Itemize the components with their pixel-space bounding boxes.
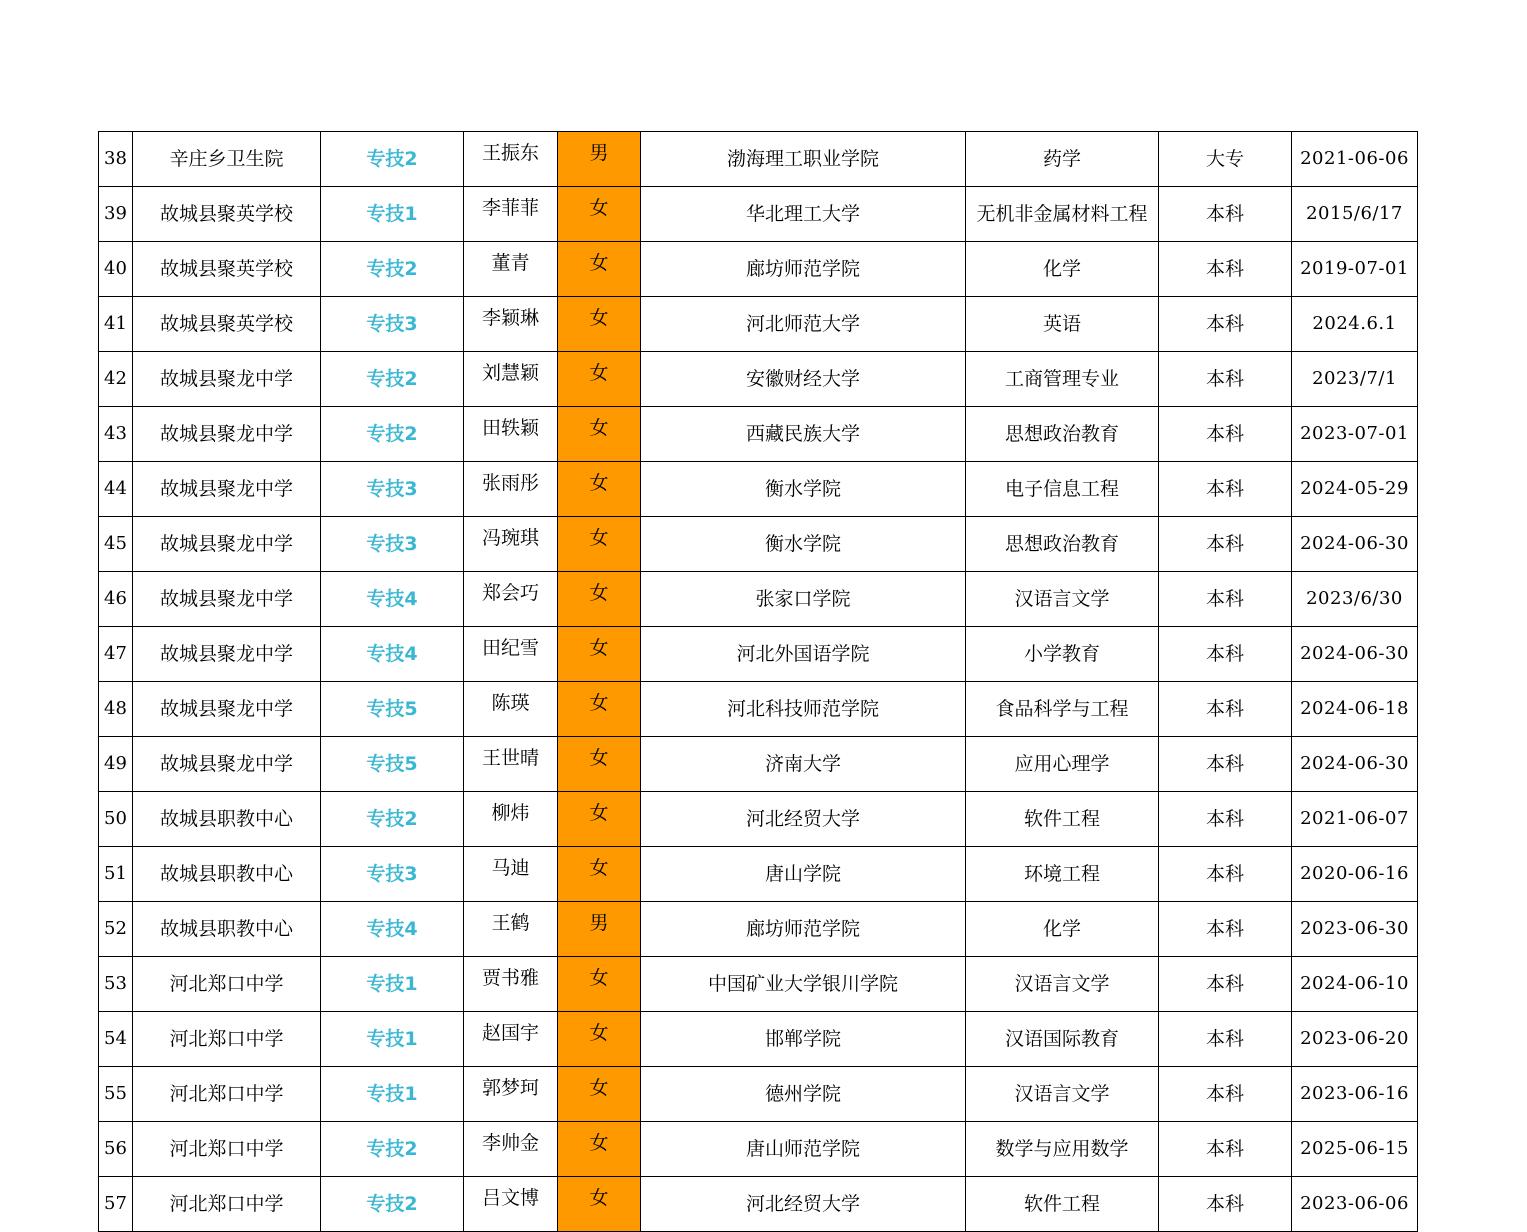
gender-cell: 女 bbox=[558, 1177, 641, 1232]
education-cell: 本科 bbox=[1159, 462, 1292, 517]
school-cell: 渤海理工职业学院 bbox=[641, 132, 966, 187]
unit-cell: 河北郑口中学 bbox=[133, 1067, 321, 1122]
post-code-cell: 专技2 bbox=[321, 242, 464, 297]
gender-cell: 女 bbox=[558, 1012, 641, 1067]
school-cell: 唐山师范学院 bbox=[641, 1122, 966, 1177]
school-cell: 河北师范大学 bbox=[641, 297, 966, 352]
graduation-date-cell: 2021-06-06 bbox=[1292, 132, 1418, 187]
major-cell: 英语 bbox=[966, 297, 1159, 352]
school-cell: 张家口学院 bbox=[641, 572, 966, 627]
major-cell: 无机非金属材料工程 bbox=[966, 187, 1159, 242]
gender-cell: 女 bbox=[558, 407, 641, 462]
school-cell: 廊坊师范学院 bbox=[641, 242, 966, 297]
gender-cell: 女 bbox=[558, 242, 641, 297]
graduation-date-cell: 2023/7/1 bbox=[1292, 352, 1418, 407]
graduation-date-cell: 2024-06-30 bbox=[1292, 737, 1418, 792]
major-cell: 工商管理专业 bbox=[966, 352, 1159, 407]
gender-cell: 女 bbox=[558, 737, 641, 792]
education-cell: 本科 bbox=[1159, 187, 1292, 242]
gender-cell: 女 bbox=[558, 572, 641, 627]
school-cell: 河北经贸大学 bbox=[641, 792, 966, 847]
table-row bbox=[99, 572, 1418, 627]
gender-cell: 女 bbox=[558, 1122, 641, 1177]
gender-cell: 女 bbox=[558, 187, 641, 242]
table-row bbox=[99, 297, 1418, 352]
graduation-date-cell: 2023-06-06 bbox=[1292, 1177, 1418, 1232]
unit-cell: 故城县聚龙中学 bbox=[133, 572, 321, 627]
unit-cell: 河北郑口中学 bbox=[133, 1122, 321, 1177]
major-cell: 思想政治教育 bbox=[966, 517, 1159, 572]
major-cell: 应用心理学 bbox=[966, 737, 1159, 792]
major-cell: 软件工程 bbox=[966, 792, 1159, 847]
person-name-cell: 李帅金 bbox=[464, 1122, 558, 1177]
graduation-date-cell: 2023-07-01 bbox=[1292, 407, 1418, 462]
unit-cell: 故城县聚英学校 bbox=[133, 187, 321, 242]
major-cell: 汉语言文学 bbox=[966, 572, 1159, 627]
education-cell: 本科 bbox=[1159, 682, 1292, 737]
post-code-cell: 专技2 bbox=[321, 407, 464, 462]
personnel-table bbox=[98, 131, 1418, 1232]
post-code-cell: 专技2 bbox=[321, 132, 464, 187]
post-code-cell: 专技3 bbox=[321, 517, 464, 572]
education-cell: 本科 bbox=[1159, 1067, 1292, 1122]
education-cell: 本科 bbox=[1159, 1012, 1292, 1067]
row-number-cell: 40 bbox=[99, 242, 133, 297]
person-name-cell: 柳炜 bbox=[464, 792, 558, 847]
row-number-cell: 39 bbox=[99, 187, 133, 242]
unit-cell: 故城县聚英学校 bbox=[133, 297, 321, 352]
graduation-date-cell: 2024-06-30 bbox=[1292, 517, 1418, 572]
school-cell: 河北科技师范学院 bbox=[641, 682, 966, 737]
graduation-date-cell: 2024-05-29 bbox=[1292, 462, 1418, 517]
graduation-date-cell: 2024-06-30 bbox=[1292, 627, 1418, 682]
post-code-cell: 专技5 bbox=[321, 682, 464, 737]
major-cell: 思想政治教育 bbox=[966, 407, 1159, 462]
gender-cell: 女 bbox=[558, 462, 641, 517]
post-code-cell: 专技1 bbox=[321, 1067, 464, 1122]
school-cell: 中国矿业大学银川学院 bbox=[641, 957, 966, 1012]
table-row bbox=[99, 902, 1418, 957]
row-number-cell: 48 bbox=[99, 682, 133, 737]
row-number-cell: 38 bbox=[99, 132, 133, 187]
row-number-cell: 57 bbox=[99, 1177, 133, 1232]
graduation-date-cell: 2019-07-01 bbox=[1292, 242, 1418, 297]
row-number-cell: 44 bbox=[99, 462, 133, 517]
gender-cell: 女 bbox=[558, 352, 641, 407]
post-code-cell: 专技2 bbox=[321, 1122, 464, 1177]
education-cell: 本科 bbox=[1159, 902, 1292, 957]
row-number-cell: 50 bbox=[99, 792, 133, 847]
unit-cell: 故城县聚龙中学 bbox=[133, 737, 321, 792]
unit-cell: 辛庄乡卫生院 bbox=[133, 132, 321, 187]
education-cell: 本科 bbox=[1159, 737, 1292, 792]
post-code-cell: 专技3 bbox=[321, 847, 464, 902]
post-code-cell: 专技4 bbox=[321, 902, 464, 957]
school-cell: 西藏民族大学 bbox=[641, 407, 966, 462]
gender-cell: 男 bbox=[558, 132, 641, 187]
table-row bbox=[99, 187, 1418, 242]
row-number-cell: 51 bbox=[99, 847, 133, 902]
unit-cell: 故城县职教中心 bbox=[133, 847, 321, 902]
gender-cell: 女 bbox=[558, 792, 641, 847]
table-row bbox=[99, 627, 1418, 682]
row-number-cell: 42 bbox=[99, 352, 133, 407]
table-body bbox=[99, 132, 1418, 1232]
unit-cell: 故城县职教中心 bbox=[133, 792, 321, 847]
graduation-date-cell: 2023-06-20 bbox=[1292, 1012, 1418, 1067]
major-cell: 汉语言文学 bbox=[966, 957, 1159, 1012]
person-name-cell: 王鹤 bbox=[464, 902, 558, 957]
table-row bbox=[99, 847, 1418, 902]
row-number-cell: 41 bbox=[99, 297, 133, 352]
post-code-cell: 专技2 bbox=[321, 352, 464, 407]
education-cell: 本科 bbox=[1159, 792, 1292, 847]
school-cell: 衡水学院 bbox=[641, 462, 966, 517]
major-cell: 药学 bbox=[966, 132, 1159, 187]
unit-cell: 故城县职教中心 bbox=[133, 902, 321, 957]
row-number-cell: 45 bbox=[99, 517, 133, 572]
school-cell: 济南大学 bbox=[641, 737, 966, 792]
school-cell: 河北经贸大学 bbox=[641, 1177, 966, 1232]
table-row bbox=[99, 407, 1418, 462]
major-cell: 汉语国际教育 bbox=[966, 1012, 1159, 1067]
post-code-cell: 专技3 bbox=[321, 462, 464, 517]
post-code-cell: 专技4 bbox=[321, 627, 464, 682]
graduation-date-cell: 2015/6/17 bbox=[1292, 187, 1418, 242]
table-row bbox=[99, 792, 1418, 847]
unit-cell: 故城县聚龙中学 bbox=[133, 627, 321, 682]
person-name-cell: 赵国宇 bbox=[464, 1012, 558, 1067]
person-name-cell: 田轶颖 bbox=[464, 407, 558, 462]
school-cell: 衡水学院 bbox=[641, 517, 966, 572]
major-cell: 数学与应用数学 bbox=[966, 1122, 1159, 1177]
major-cell: 电子信息工程 bbox=[966, 462, 1159, 517]
person-name-cell: 郑会巧 bbox=[464, 572, 558, 627]
graduation-date-cell: 2025-06-15 bbox=[1292, 1122, 1418, 1177]
table-row bbox=[99, 737, 1418, 792]
row-number-cell: 53 bbox=[99, 957, 133, 1012]
education-cell: 本科 bbox=[1159, 407, 1292, 462]
post-code-cell: 专技2 bbox=[321, 1177, 464, 1232]
person-name-cell: 王振东 bbox=[464, 132, 558, 187]
graduation-date-cell: 2020-06-16 bbox=[1292, 847, 1418, 902]
person-name-cell: 郭梦珂 bbox=[464, 1067, 558, 1122]
unit-cell: 河北郑口中学 bbox=[133, 957, 321, 1012]
post-code-cell: 专技4 bbox=[321, 572, 464, 627]
post-code-cell: 专技5 bbox=[321, 737, 464, 792]
row-number-cell: 46 bbox=[99, 572, 133, 627]
person-name-cell: 冯琬琪 bbox=[464, 517, 558, 572]
row-number-cell: 52 bbox=[99, 902, 133, 957]
table-row bbox=[99, 242, 1418, 297]
unit-cell: 河北郑口中学 bbox=[133, 1012, 321, 1067]
unit-cell: 故城县聚英学校 bbox=[133, 242, 321, 297]
education-cell: 本科 bbox=[1159, 517, 1292, 572]
post-code-cell: 专技1 bbox=[321, 957, 464, 1012]
education-cell: 大专 bbox=[1159, 132, 1292, 187]
gender-cell: 男 bbox=[558, 902, 641, 957]
education-cell: 本科 bbox=[1159, 297, 1292, 352]
person-name-cell: 马迪 bbox=[464, 847, 558, 902]
row-number-cell: 47 bbox=[99, 627, 133, 682]
table-row bbox=[99, 517, 1418, 572]
person-name-cell: 刘慧颖 bbox=[464, 352, 558, 407]
table-row bbox=[99, 1122, 1418, 1177]
school-cell: 德州学院 bbox=[641, 1067, 966, 1122]
unit-cell: 故城县聚龙中学 bbox=[133, 352, 321, 407]
person-name-cell: 李菲菲 bbox=[464, 187, 558, 242]
school-cell: 河北外国语学院 bbox=[641, 627, 966, 682]
post-code-cell: 专技2 bbox=[321, 792, 464, 847]
person-name-cell: 董青 bbox=[464, 242, 558, 297]
table-row bbox=[99, 957, 1418, 1012]
gender-cell: 女 bbox=[558, 517, 641, 572]
gender-cell: 女 bbox=[558, 957, 641, 1012]
major-cell: 食品科学与工程 bbox=[966, 682, 1159, 737]
unit-cell: 故城县聚龙中学 bbox=[133, 407, 321, 462]
table-row bbox=[99, 462, 1418, 517]
post-code-cell: 专技1 bbox=[321, 1012, 464, 1067]
row-number-cell: 54 bbox=[99, 1012, 133, 1067]
graduation-date-cell: 2024-06-18 bbox=[1292, 682, 1418, 737]
table-row bbox=[99, 1177, 1418, 1232]
major-cell: 化学 bbox=[966, 242, 1159, 297]
graduation-date-cell: 2024.6.1 bbox=[1292, 297, 1418, 352]
education-cell: 本科 bbox=[1159, 352, 1292, 407]
gender-cell: 女 bbox=[558, 627, 641, 682]
gender-cell: 女 bbox=[558, 297, 641, 352]
post-code-cell: 专技1 bbox=[321, 187, 464, 242]
table-row bbox=[99, 682, 1418, 737]
person-name-cell: 张雨彤 bbox=[464, 462, 558, 517]
row-number-cell: 49 bbox=[99, 737, 133, 792]
graduation-date-cell: 2024-06-10 bbox=[1292, 957, 1418, 1012]
education-cell: 本科 bbox=[1159, 957, 1292, 1012]
row-number-cell: 55 bbox=[99, 1067, 133, 1122]
table-row bbox=[99, 352, 1418, 407]
education-cell: 本科 bbox=[1159, 572, 1292, 627]
unit-cell: 故城县聚龙中学 bbox=[133, 462, 321, 517]
major-cell: 环境工程 bbox=[966, 847, 1159, 902]
table-row bbox=[99, 1012, 1418, 1067]
unit-cell: 河北郑口中学 bbox=[133, 1177, 321, 1232]
major-cell: 化学 bbox=[966, 902, 1159, 957]
education-cell: 本科 bbox=[1159, 1177, 1292, 1232]
person-name-cell: 陈瑛 bbox=[464, 682, 558, 737]
person-name-cell: 王世晴 bbox=[464, 737, 558, 792]
school-cell: 唐山学院 bbox=[641, 847, 966, 902]
education-cell: 本科 bbox=[1159, 242, 1292, 297]
unit-cell: 故城县聚龙中学 bbox=[133, 517, 321, 572]
person-name-cell: 李颖琳 bbox=[464, 297, 558, 352]
school-cell: 安徽财经大学 bbox=[641, 352, 966, 407]
major-cell: 软件工程 bbox=[966, 1177, 1159, 1232]
school-cell: 邯郸学院 bbox=[641, 1012, 966, 1067]
person-name-cell: 贾书雅 bbox=[464, 957, 558, 1012]
table-row bbox=[99, 132, 1418, 187]
person-name-cell: 田纪雪 bbox=[464, 627, 558, 682]
row-number-cell: 56 bbox=[99, 1122, 133, 1177]
gender-cell: 女 bbox=[558, 847, 641, 902]
row-number-cell: 43 bbox=[99, 407, 133, 462]
school-cell: 廊坊师范学院 bbox=[641, 902, 966, 957]
graduation-date-cell: 2023-06-30 bbox=[1292, 902, 1418, 957]
gender-cell: 女 bbox=[558, 1067, 641, 1122]
major-cell: 小学教育 bbox=[966, 627, 1159, 682]
education-cell: 本科 bbox=[1159, 1122, 1292, 1177]
table-row bbox=[99, 1067, 1418, 1122]
education-cell: 本科 bbox=[1159, 847, 1292, 902]
major-cell: 汉语言文学 bbox=[966, 1067, 1159, 1122]
post-code-cell: 专技3 bbox=[321, 297, 464, 352]
graduation-date-cell: 2023/6/30 bbox=[1292, 572, 1418, 627]
unit-cell: 故城县聚龙中学 bbox=[133, 682, 321, 737]
person-name-cell: 吕文博 bbox=[464, 1177, 558, 1232]
education-cell: 本科 bbox=[1159, 627, 1292, 682]
graduation-date-cell: 2023-06-16 bbox=[1292, 1067, 1418, 1122]
graduation-date-cell: 2021-06-07 bbox=[1292, 792, 1418, 847]
school-cell: 华北理工大学 bbox=[641, 187, 966, 242]
gender-cell: 女 bbox=[558, 682, 641, 737]
